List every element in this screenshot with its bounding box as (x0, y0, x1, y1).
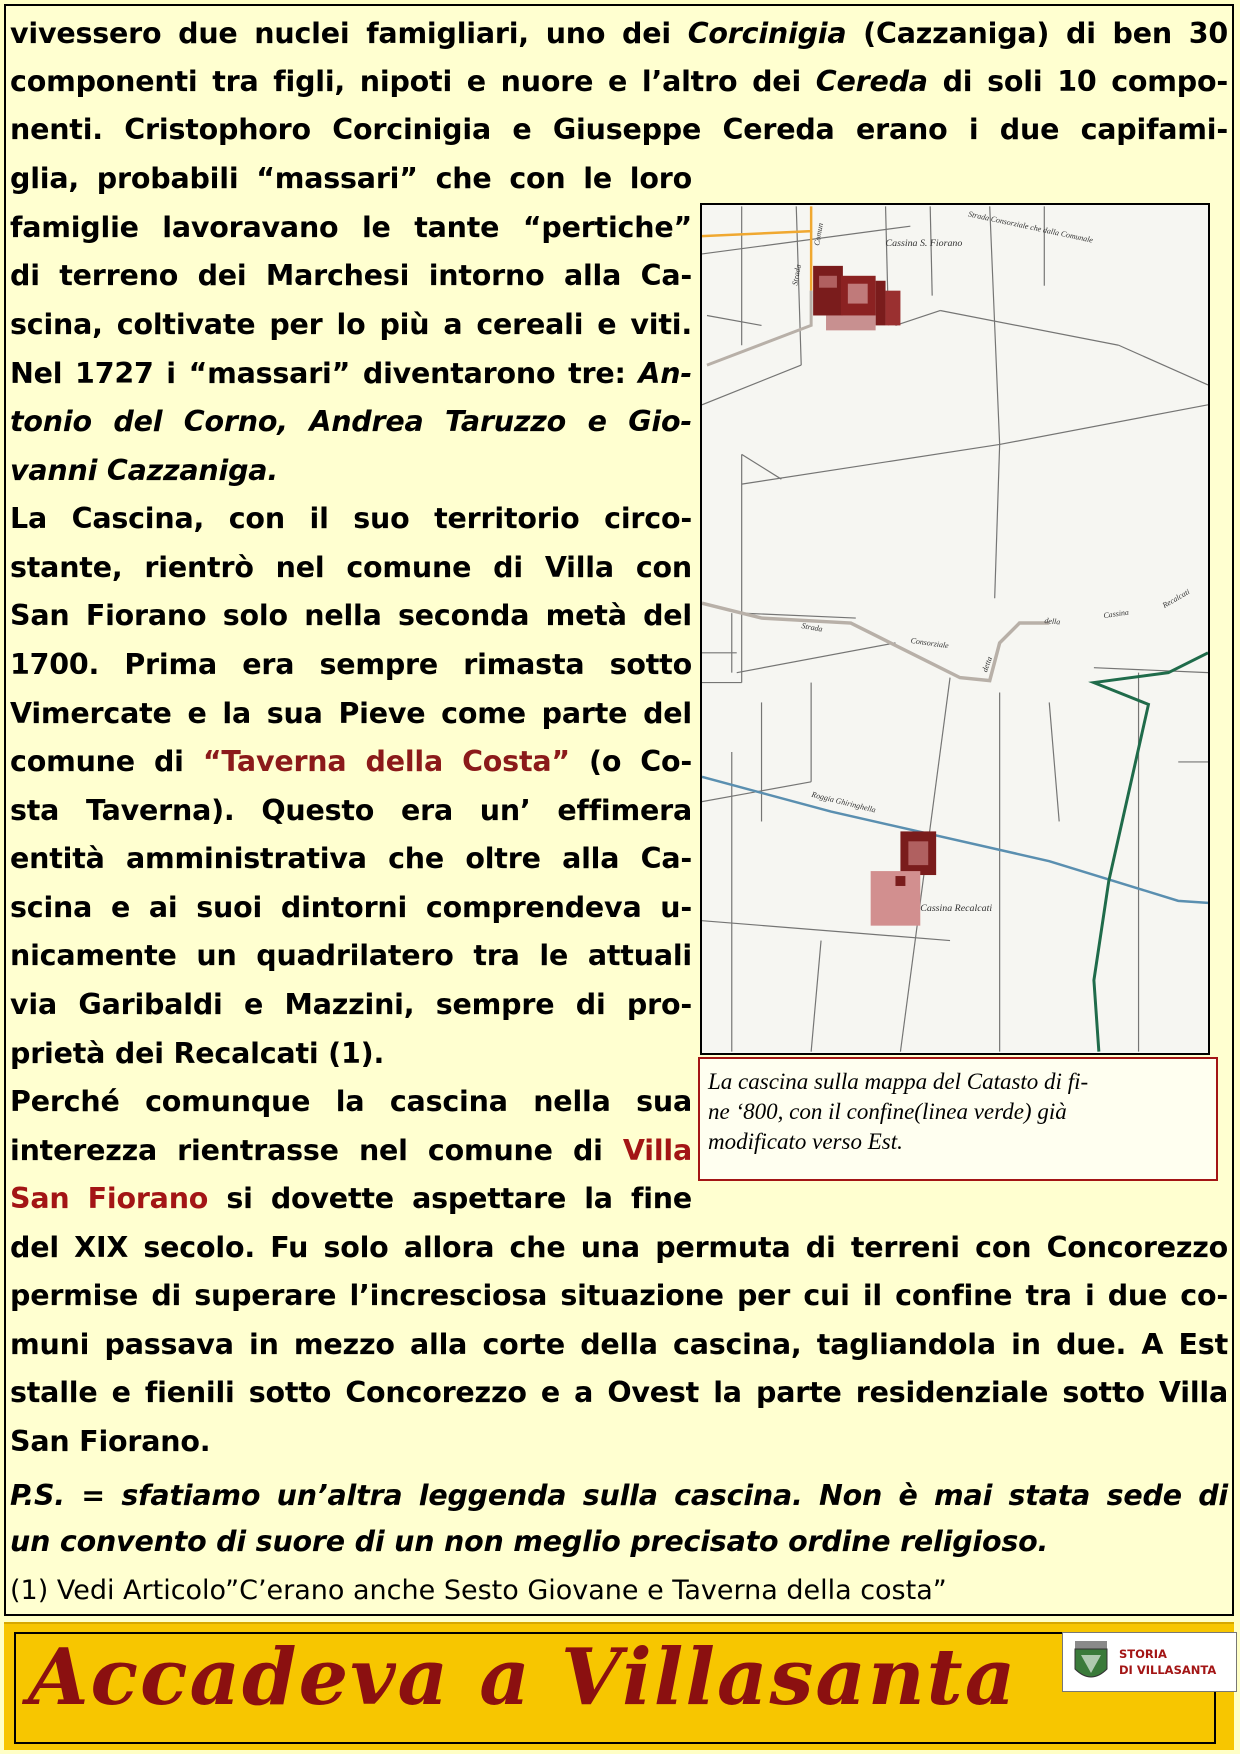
map-label-strada-left: Strada (790, 263, 803, 287)
map-label-comun: Comun (812, 222, 826, 247)
text-line: glia, probabili “massari” che con le loro (10, 162, 692, 195)
map-label-cassina-recalcati: Cassina Recalcati (920, 902, 993, 914)
text-line: 1700. Prima era sempre rimasta sotto (10, 648, 692, 681)
text-line: San Fiorano solo nella seconda metà del (10, 599, 692, 632)
map-label-cassina: Cassina (1102, 607, 1130, 621)
text-line: Perché comunque la cascina nella sua (10, 1085, 692, 1118)
text-line: San Fiorano si dovette aspettare la fine (10, 1182, 692, 1215)
map-label-della: della (1044, 616, 1061, 627)
text-line: nicamente un quadrilatero tra le attuali (10, 939, 692, 972)
text-line: via Garibaldi e Mazzini, sempre di pro- (10, 988, 692, 1021)
footer-title: Accadeva a Villasanta (28, 1632, 1018, 1723)
text-line: entità amministrativa che oltre alla Ca- (10, 842, 692, 875)
text-line: prietà dei Recalcati (1). (10, 1037, 385, 1070)
text-line: vivessero due nuclei famigliari, uno dei Corcinigia (Cazzaniga) di ben 30 (10, 17, 1229, 50)
caption-line: ne ‘800, con il confine(linea verde) già (708, 1099, 1067, 1124)
text-line: Vimercate e la sua Pieve come parte del (10, 697, 692, 730)
text-line: tonio del Corno, Andrea Taruzzo e Gio- (10, 405, 692, 438)
ps-line: P.S. = sfatiamo un’altra leggenda sulla cascina. Non è mai stata sede di (10, 1479, 1228, 1512)
text-line: Nel 1727 i “massari” diventarono tre: An- (10, 357, 692, 390)
map-label-consorziale: Consorziale (910, 635, 950, 651)
text-line: famiglie lavoravano le tante “pertiche” (10, 211, 692, 244)
highlight-villa: Villa (622, 1134, 692, 1167)
highlight-taverna: “Taverna della Costa” (202, 745, 570, 778)
map-label-cassina-fiorano: Cassina S. Fiorano (885, 238, 963, 250)
ps-line: un convento di suore di un non meglio precisato ordine religioso. (10, 1525, 1049, 1558)
map-drawing (702, 205, 1208, 1053)
map-label-detta: detta (980, 655, 995, 674)
text-line: componenti tra figli, nipoti e nuore e l’altro dei Cereda di soli 10 compo- (10, 65, 1228, 98)
text-line: San Fiorano. (10, 1425, 211, 1458)
text-line: vanni Cazzaniga. (10, 454, 278, 487)
caption-line: modificato verso Est. (708, 1129, 903, 1154)
logo-text-villasanta: DI VILLASANTA (1119, 1663, 1217, 1677)
highlight-san-fiorano: San Fiorano (10, 1182, 209, 1215)
text-line: del XIX secolo. Fu solo allora che una permuta di terreni con Concorezzo (10, 1231, 1228, 1264)
text-line: scina e ai suoi dintorni comprendeva u- (10, 891, 692, 924)
footnote: (1) Vedi Articolo”C’erano anche Sesto Giovane e Taverna della costa” (10, 1575, 947, 1606)
map-label-strada-top: Strada Consorziale che dalla Comunale (967, 209, 1094, 245)
cadastral-map (700, 203, 1210, 1055)
text-line: stante, rientrò nel comune di Villa con (10, 551, 692, 584)
map-caption (698, 1057, 1218, 1181)
footer-band (4, 1622, 1234, 1750)
crest-icon (1071, 1639, 1111, 1685)
storia-logo (1062, 1632, 1237, 1692)
text-line: nenti. Cristophoro Corcinigia e Giuseppe Cereda erano i due capifami- (10, 113, 1228, 146)
caption-line: La cascina sulla mappa del Catasto di fi- (708, 1069, 1089, 1094)
text-line: stalle e fienili sotto Concorezzo e a Ovest la parte residenziale sotto Villa (10, 1376, 1228, 1409)
text-line: La Cascina, con il suo territorio circo- (10, 502, 692, 535)
map-label-strada-mid: Strada (800, 621, 824, 634)
text-line: muni passava in mezzo alla corte della cascina, tagliandola in due. A Est (10, 1328, 1228, 1361)
text-line: di terreno dei Marchesi intorno alla Ca- (10, 259, 692, 292)
map-label-roggia: Roggia Ghiringhella (810, 789, 877, 815)
text-line: sta Taverna). Questo era un’ effimera (10, 794, 692, 827)
logo-text-storia: STORIA (1119, 1647, 1167, 1661)
text-line: interezza rientrasse nel comune di Villa (10, 1134, 692, 1167)
text-line: scina, coltivate per lo più a cereali e viti. (10, 308, 692, 341)
text-line: permise di superare l’incresciosa situazione per cui il confine tra i due co- (10, 1279, 1228, 1312)
text-line: comune di “Taverna della Costa” (o Co- (10, 745, 693, 778)
map-label-recalcati: Recalcati (1160, 587, 1192, 610)
